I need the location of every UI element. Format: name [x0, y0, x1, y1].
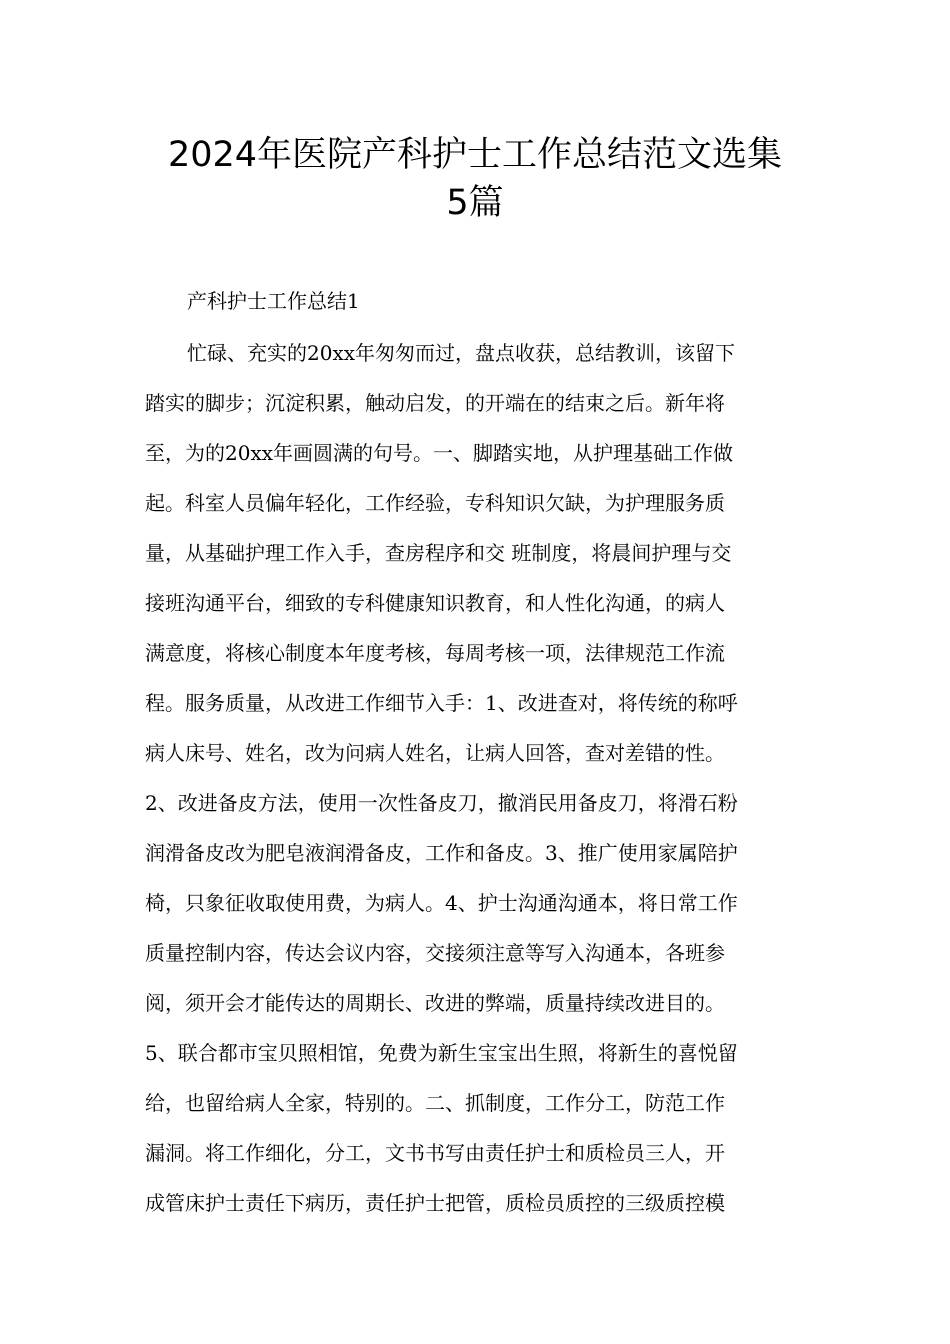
body-line: 5、联合都市宝贝照相馆，免费为新生宝宝出生照，将新生的喜悦留 [145, 1041, 738, 1065]
section-heading: 产科护士工作总结1 [187, 289, 360, 313]
body-line: 椅，只象征收取使用费，为病人。4、护士沟通沟通本，将日常工作 [145, 891, 738, 915]
body-line: 2、改进备皮方法，使用一次性备皮刀，撤消民用备皮刀，将滑石粉 [145, 791, 738, 815]
body-line: 忙碌、充实的20xx年匆匆而过，盘点收获，总结教训，该留下 [187, 341, 736, 365]
body-line: 起。科室人员偏年轻化，工作经验，专科知识欠缺，为护理服务质 [145, 491, 725, 515]
body-line: 给，也留给病人全家，特别的。二、抓制度，工作分工，防范工作 [145, 1091, 725, 1115]
body-line: 漏洞。将工作细化，分工，文书书写由责任护士和质检员三人，开 [145, 1141, 725, 1165]
body-line: 病人床号、姓名，改为问病人姓名，让病人回答，查对差错的性。 [145, 741, 725, 765]
body-line: 踏实的脚步；沉淀积累，触动启发，的开端在的结束之后。新年将 [145, 391, 725, 415]
body-line: 接班沟通平台，细致的专科健康知识教育，和人性化沟通，的病人 [145, 591, 725, 615]
body-line: 量，从基础护理工作入手，查房程序和交 班制度，将晨间护理与交 [145, 541, 732, 565]
body-line: 满意度，将核心制度本年度考核，每周考核一项，法律规范工作流 [145, 641, 725, 665]
body-line: 阅，须开会才能传达的周期长、改进的弊端，质量持续改进目的。 [145, 991, 725, 1015]
document-title-continuation: 5篇 [446, 183, 504, 223]
body-line: 成管床护士责任下病历，责任护士把管，质检员质控的三级质控模 [145, 1191, 725, 1215]
body-line: 质量控制内容，传达会议内容，交接须注意等写入沟通本，各班参 [145, 941, 725, 965]
document-title: 2024年医院产科护士工作总结范文选集 [167, 135, 783, 175]
body-line: 润滑备皮改为肥皂液润滑备皮，工作和备皮。3、推广使用家属陪护 [145, 841, 738, 865]
body-line: 至，为的20xx年画圆满的句号。一、脚踏实地，从护理基础工作做 [145, 441, 734, 465]
body-line: 程。服务质量，从改进工作细节入手：1、改进查对，将传统的称呼 [145, 691, 738, 715]
